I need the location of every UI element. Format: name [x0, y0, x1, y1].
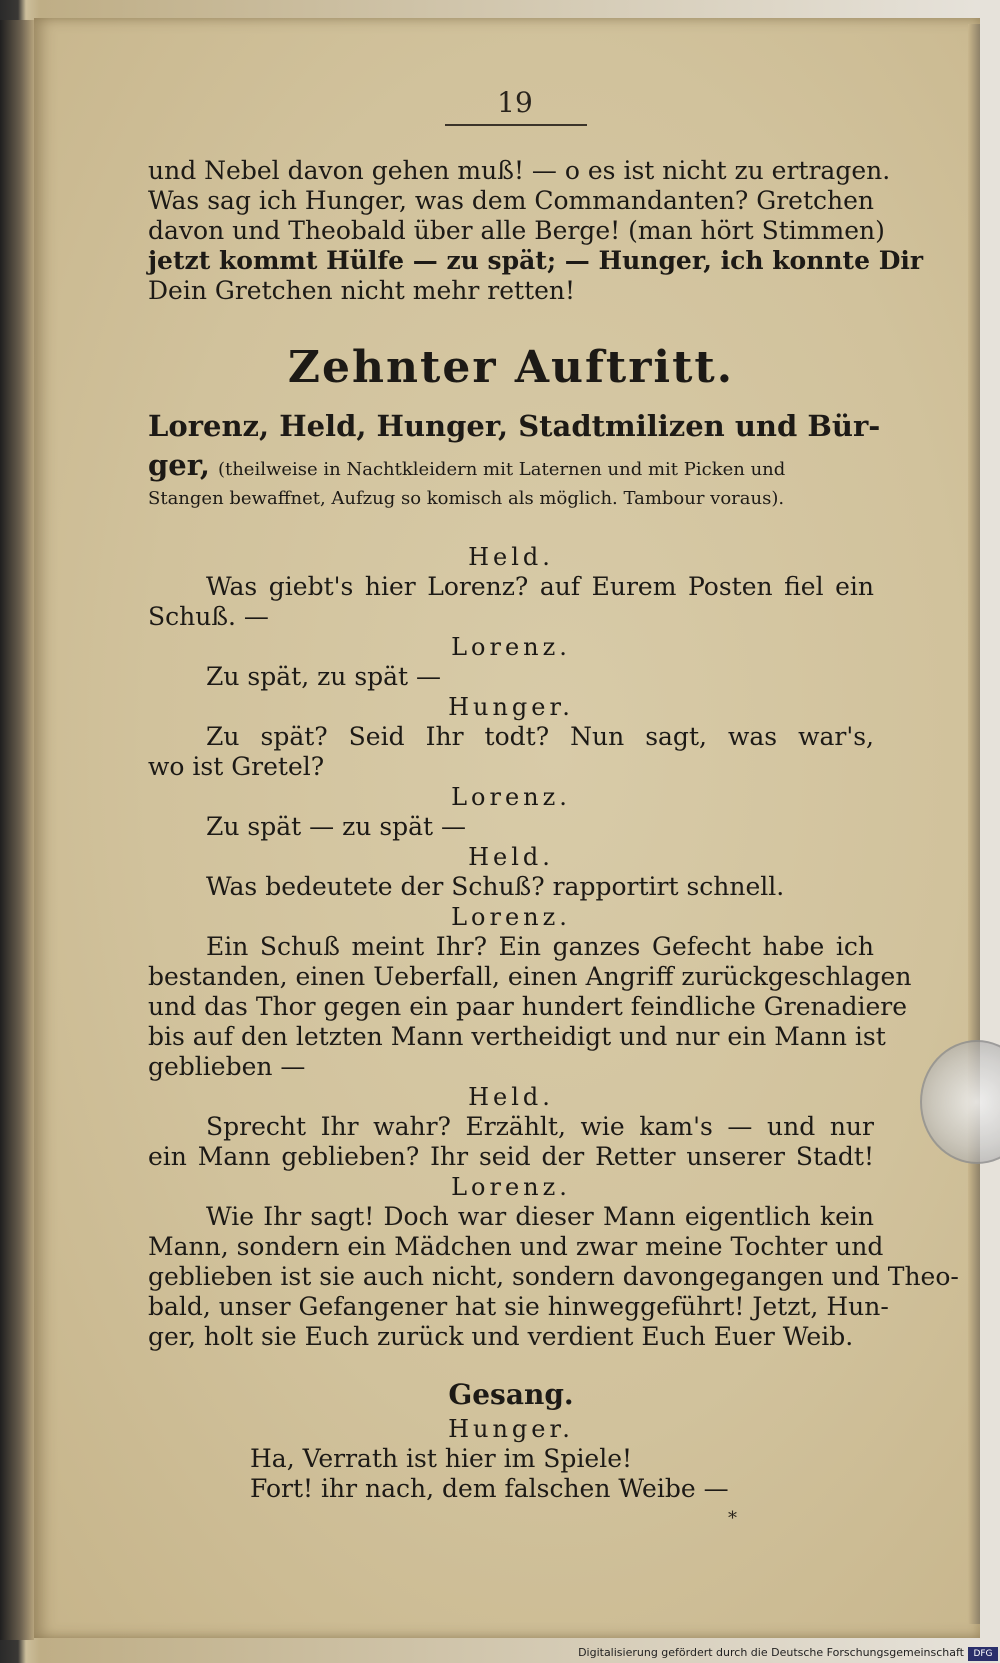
speaker-name: Hunger. — [448, 1415, 574, 1443]
dialogue-line: geblieben ist sie auch nicht, sondern davongegangen und Theo- — [148, 1262, 959, 1291]
cast-name: ger, — [148, 448, 210, 482]
speaker-name: Held. — [468, 843, 554, 871]
speaker-name: Lorenz. — [451, 1173, 571, 1201]
speaker-name: Held. — [468, 543, 554, 571]
song-title: Gesang. — [448, 1378, 574, 1411]
scene-title: Zehnter Auftritt. — [287, 342, 735, 393]
dialogue-line: ein Mann geblieben? Ihr seid der Retter unserer Stadt! — [148, 1142, 874, 1171]
previous-page-edge — [0, 20, 34, 1640]
dfg-logo: DFG — [968, 1647, 998, 1661]
text-line: jetzt kommt Hülfe — zu spät; — Hunger, ich konnte Dir — [148, 246, 924, 275]
dialogue-line: Was giebt's hier Lorenz? auf Eurem Posten fiel ein — [206, 572, 874, 601]
cast-list: Lorenz, Held, Hunger, Stadtmilizen und Bür- — [148, 409, 881, 443]
dialogue-line: Zu spät, zu spät — — [206, 662, 442, 691]
signature-mark: * — [728, 1508, 737, 1529]
text-line: davon und Theobald über alle Berge! (man hört Stimmen) — [148, 216, 885, 245]
stage-direction: (theilweise in Nachtkleidern mit Laternen und mit Picken und — [217, 459, 786, 480]
speaker-name: Lorenz. — [451, 783, 571, 811]
dialogue-line: Ein Schuß meint Ihr? Ein ganzes Gefecht habe ich — [206, 932, 874, 961]
dialogue-line: geblieben — — [148, 1052, 306, 1081]
page-right-edge — [968, 24, 980, 1624]
speaker-name: Lorenz. — [451, 633, 571, 661]
speaker-name: Hunger. — [448, 693, 574, 721]
speaker-name: Lorenz. — [451, 903, 571, 931]
dialogue-line: ger, holt sie Euch zurück und verdient Euch Euer Weib. — [148, 1322, 854, 1351]
stage-direction: Stangen bewaffnet, Aufzug so komisch als möglich. Tambour voraus). — [148, 488, 785, 509]
dialogue-line: bis auf den letzten Mann vertheidigt und nur ein Mann ist — [148, 1022, 886, 1051]
song-line: Fort! ihr nach, dem falschen Weibe — — [250, 1474, 729, 1503]
text-line: Dein Gretchen nicht mehr retten! — [148, 276, 576, 305]
dialogue-line: Wie Ihr sagt! Doch war dieser Mann eigentlich kein — [206, 1202, 874, 1231]
dialogue-line: Schuß. — — [148, 602, 269, 631]
text-line: Was sag ich Hunger, was dem Commandanten? Gretchen — [148, 186, 875, 215]
dialogue-line: Mann, sondern ein Mädchen und zwar meine Tochter und — [148, 1232, 884, 1261]
footer-text: Digitalisierung gefördert durch die Deutsche Forschungsgemeinschaft — [578, 1646, 964, 1659]
page-number: 19 — [497, 86, 533, 119]
dialogue-line: Sprecht Ihr wahr? Erzählt, wie kam's — und nur — [206, 1112, 874, 1141]
dialogue-line: bestanden, einen Ueberfall, einen Angriff zurückgeschlagen — [148, 962, 912, 991]
cast-list-continued — [148, 450, 874, 485]
page-number-rule — [445, 124, 587, 126]
dialogue-line: bald, unser Gefangener hat sie hinweggeführt! Jetzt, Hun- — [148, 1292, 889, 1321]
dialogue-line: Was bedeutete der Schuß? rapportirt schnell. — [206, 872, 785, 901]
digitization-footer — [0, 1646, 1000, 1663]
text-line: und Nebel davon gehen muß! — o es ist nicht zu ertragen. — [148, 156, 891, 185]
dialogue-line: Zu spät? Seid Ihr todt? Nun sagt, was war's, — [206, 722, 874, 751]
dialogue-line: Zu spät — zu spät — — [206, 812, 467, 841]
song-line: Ha, Verrath ist hier im Spiele! — [250, 1444, 633, 1473]
dialogue-line: wo ist Gretel? — [148, 752, 325, 781]
speaker-name: Held. — [468, 1083, 554, 1111]
dialogue-line: und das Thor gegen ein paar hundert feindliche Grenadiere — [148, 992, 908, 1021]
